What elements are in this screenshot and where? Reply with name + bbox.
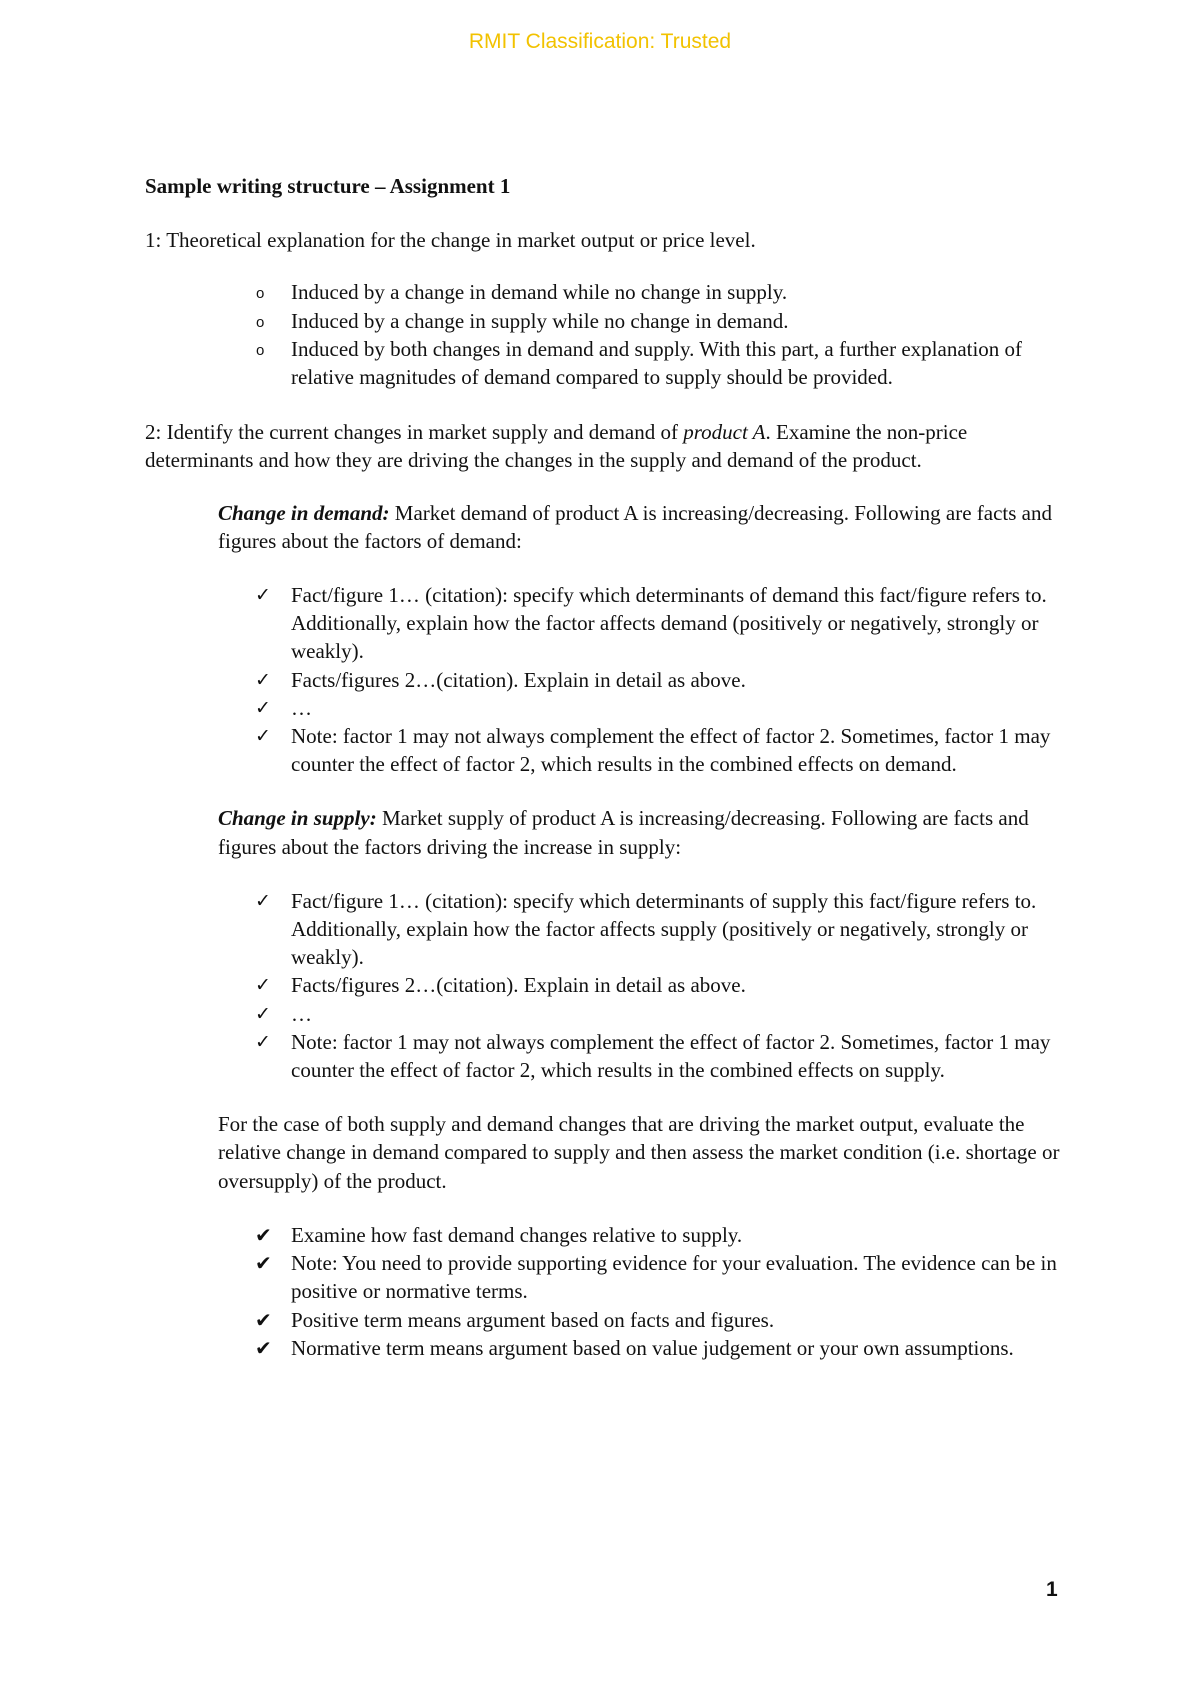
demand-list xyxy=(145,581,1065,778)
list-item: o Induced by a change in demand while no change in supply. xyxy=(291,278,1065,306)
list-item: ✔ Examine how fast demand changes relative to supply. xyxy=(291,1221,1065,1249)
classification-label: RMIT Classification: Trusted xyxy=(468,30,732,53)
section-2-heading xyxy=(145,418,1065,474)
demand-label: Change in demand: xyxy=(218,500,390,525)
list-item: o Induced by a change in supply while no change in demand. xyxy=(291,307,1065,335)
section-1-heading: 1: Theoretical explanation for the change in market output or price level. xyxy=(145,228,756,253)
list-item: ✓ Facts/figures 2…(citation). Explain in detail as above. xyxy=(291,666,1065,694)
list-item: ✓ … xyxy=(291,1000,1065,1028)
list-item: ✓ Fact/figure 1… (citation): specify which determinants of demand this fact/figure refers to. Additionally, explain how the factor affects demand (positively or negatively, strongly or weakly). xyxy=(291,581,1065,666)
document-title: Sample writing structure – Assignment 1 xyxy=(145,174,511,198)
both-changes-list xyxy=(145,1221,1065,1362)
list-item: ✔ Positive term means argument based on facts and figures. xyxy=(291,1306,1065,1334)
list-item: ✔ Note: You need to provide supporting evidence for your evaluation. The evidence can be in positive or normative terms. xyxy=(291,1249,1065,1305)
heading-text: 2: Identify the current changes in market supply and demand of xyxy=(145,420,684,445)
section-1-list xyxy=(145,278,1065,391)
list-item: ✓ Note: factor 1 may not always complement the effect of factor 2. Sometimes, factor 1 may counter the effect of factor 2, which results in the combined effects on supply. xyxy=(291,1028,1065,1084)
list-item: ✓ … xyxy=(291,694,1065,722)
list-item: ✓ Note: factor 1 may not always complement the effect of factor 2. Sometimes, factor 1 may counter the effect of factor 2, which results in the combined effects on demand. xyxy=(291,722,1065,778)
demand-text: Market demand of product A is increasing/decreasing. Following are facts and figures about the factors of demand: xyxy=(218,500,1053,553)
supply-list xyxy=(145,887,1065,1084)
list-item: ✓ Facts/figures 2…(citation). Explain in detail as above. xyxy=(291,971,1065,999)
demand-paragraph xyxy=(145,499,1065,555)
both-changes-paragraph: For the case of both supply and demand changes that are driving the market output, evaluate the relative change in demand compared to supply and then assess the market condition (i.e. shortage or oversupply) of the product. xyxy=(218,1112,1060,1193)
product-name: product A xyxy=(683,420,766,445)
document-body xyxy=(145,172,1065,1388)
list-item: ✓ Fact/figure 1… (citation): specify which determinants of supply this fact/figure refers to. Additionally, explain how the factor affects supply (positively or negatively, strongly or weakly). xyxy=(291,887,1065,972)
supply-paragraph xyxy=(145,804,1065,860)
page-number: 1 xyxy=(1046,1578,1058,1601)
list-item: o Induced by both changes in demand and supply. With this part, a further explanation of relative magnitudes of demand compared to supply should be provided. xyxy=(291,335,1065,391)
supply-text: Market supply of product A is increasing/decreasing. Following are facts and figures about the factors driving the increase in supply: xyxy=(218,806,1029,859)
supply-label: Change in supply: xyxy=(218,806,377,831)
heading-text: . Examine the non-price determinants and how they are driving the changes in the supply and demand of the product. xyxy=(145,420,968,473)
list-item: ✔ Normative term means argument based on value judgement or your own assumptions. xyxy=(291,1334,1065,1362)
